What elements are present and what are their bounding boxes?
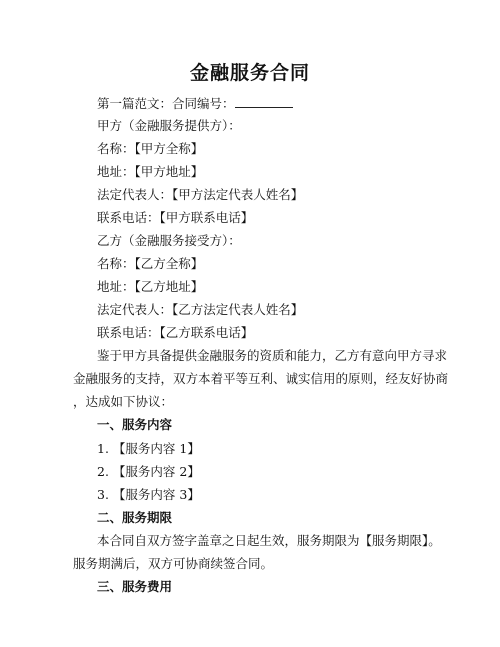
- party-b-phone: 联系电话：【乙方联系电话】: [97, 325, 254, 340]
- party-b-name: 名称：【乙方全称】: [97, 256, 204, 271]
- service-term-text: 本合同自双方签字盖章之日起生效，服务期限为【服务期限】。: [97, 533, 441, 548]
- document-title: 金融服务合同: [189, 62, 310, 84]
- party-b-legal-rep: 法定代表人：【乙方法定代表人姓名】: [97, 302, 304, 317]
- party-b-header: 乙方（金融服务接受方）：: [97, 233, 241, 248]
- contract-number-label: 第一篇范文：合同编号：: [97, 96, 235, 111]
- service-item: 1. 【服务内容 1】: [97, 441, 200, 456]
- service-item: 2. 【服务内容 2】: [97, 464, 200, 479]
- section-heading-service-term: 二、服务期限: [97, 510, 173, 525]
- party-a-name: 名称：【甲方全称】: [97, 141, 204, 156]
- preamble-line: ，达成如下协议：: [73, 394, 174, 409]
- section-heading-service-fee: 三、服务费用: [97, 579, 173, 594]
- party-a-legal-rep: 法定代表人：【甲方法定代表人姓名】: [97, 187, 304, 202]
- party-a-header: 甲方（金融服务提供方）：: [97, 118, 241, 133]
- service-term-text: 服务期满后，双方可协商续签合同。: [73, 556, 274, 571]
- preamble-line: 金融服务的支持，双方本着平等互利、诚实信用的原则，经友好协商: [73, 371, 449, 386]
- contract-number-blank: [235, 95, 293, 108]
- service-item: 3. 【服务内容 3】: [97, 487, 200, 502]
- party-b-address: 地址：【乙方地址】: [97, 279, 204, 294]
- section-heading-service-content: 一、服务内容: [97, 417, 173, 432]
- party-a-address: 地址：【甲方地址】: [97, 164, 204, 179]
- contract-number-line: [97, 95, 293, 112]
- party-a-phone: 联系电话：【甲方联系电话】: [97, 210, 254, 225]
- preamble-line: 鉴于甲方具备提供金融服务的资质和能力，乙方有意向甲方寻求: [97, 348, 448, 363]
